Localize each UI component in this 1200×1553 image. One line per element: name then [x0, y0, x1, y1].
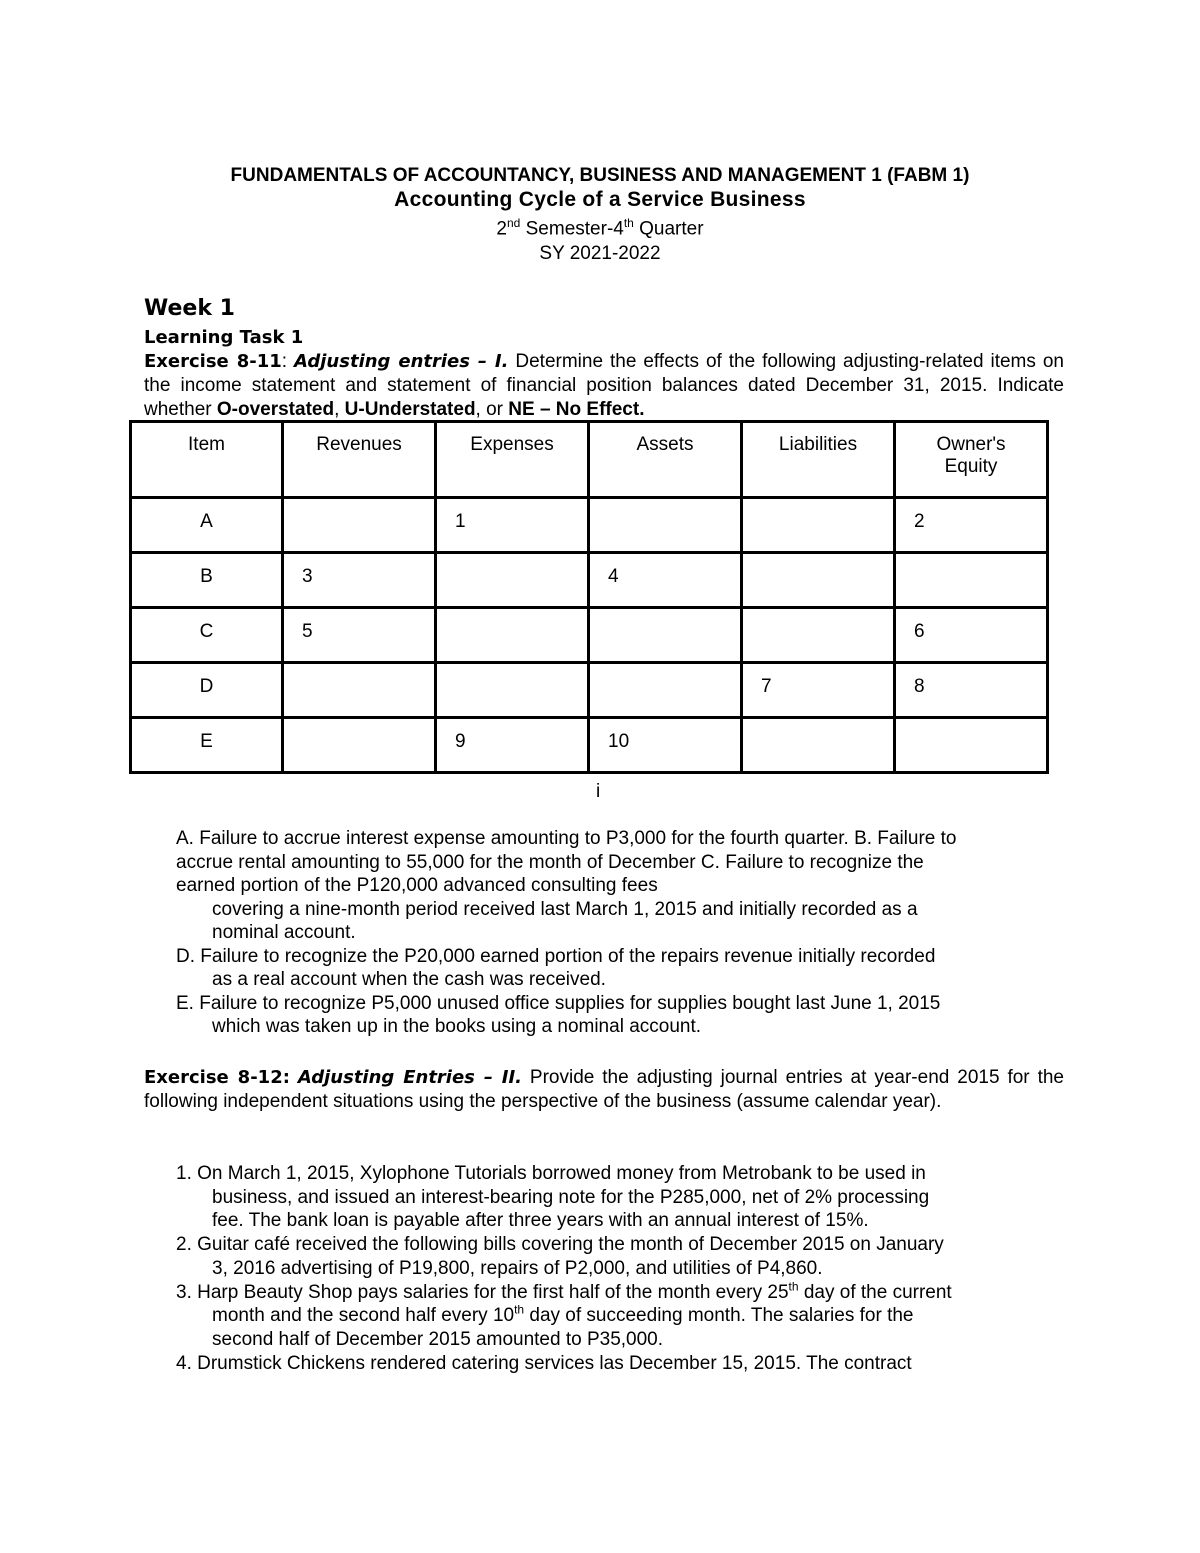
cell-expenses: 9 [436, 718, 589, 773]
exercise-8-11-items [176, 827, 1066, 1039]
list-item-3-sup-b: th [514, 1302, 525, 1317]
item-d-line-1: D. Failure to recognize the P20,000 earned portion of the repairs revenue initially recorded [176, 945, 936, 967]
table-header-row [131, 422, 1048, 498]
option-sep-2: , or [475, 399, 509, 420]
cell-liabilities [742, 498, 895, 553]
list-item-3-text-b: day of the current [798, 1281, 952, 1303]
exercise-8-12-name: Adjusting Entries – II. [297, 1067, 522, 1088]
table-row [131, 553, 1048, 608]
list-item-3-line-3: second half of December 2015 amounted to P35,000. [212, 1328, 664, 1350]
cell-item: D [131, 663, 283, 718]
cell-expenses: 1 [436, 498, 589, 553]
table-row [131, 498, 1048, 553]
cell-assets [589, 498, 742, 553]
cell-expenses [436, 608, 589, 663]
semester-suffix: Quarter [633, 218, 704, 240]
cell-revenues [283, 498, 436, 553]
list-item-3-text-a: 3. Harp Beauty Shop pays salaries for the first half of the month every 25 [176, 1281, 789, 1303]
list-item-4-line-1: 4. Drumstick Chickens rendered catering services las December 15, 2015. The contract [176, 1352, 912, 1374]
exercise-8-11-text: Determine the effects of the following adjusting-related items on the income statement and statement of financial position balances dated December 31, 2015. Indicate whether [144, 351, 1064, 420]
header-owners: Owner's [936, 434, 1006, 455]
cell-revenues [283, 663, 436, 718]
semester-sup-th: th [623, 216, 634, 230]
cell-item: E [131, 718, 283, 773]
list-item-1-line-3: fee. The bank loan is payable after three years with an annual interest of 15%. [212, 1210, 869, 1232]
cell-owners-equity: 2 [895, 498, 1048, 553]
cell-revenues: 5 [283, 608, 436, 663]
cell-owners-equity: 6 [895, 608, 1048, 663]
option-no-effect: NE – No Effect. [508, 399, 645, 420]
item-line-4: covering a nine-month period received last March 1, 2015 and initially recorded as a [212, 898, 918, 920]
cell-liabilities: 7 [742, 663, 895, 718]
cell-liabilities [742, 553, 895, 608]
exercise-8-11-colon: : [281, 351, 294, 372]
cell-revenues [283, 718, 436, 773]
list-item-3-text-c: month and the second half every 10 [212, 1305, 515, 1327]
exercise-8-12-label: Exercise 8-12: [144, 1067, 290, 1088]
exercise-8-12-list [176, 1162, 1064, 1375]
option-overstated: O-overstated [216, 399, 335, 420]
list-item-2-line-1: 2. Guitar café received the following bills covering the month of December 2015 on January [176, 1234, 944, 1256]
exercise-8-11-label: Exercise 8-11 [144, 351, 282, 372]
header-item: Item [131, 422, 283, 498]
list-item-3-sup-a: th [788, 1279, 799, 1294]
header-assets: Assets [589, 422, 742, 498]
semester-mid: Semester-4 [520, 218, 624, 240]
week-heading: Week 1 [144, 296, 235, 321]
learning-task-heading: Learning Task 1 [144, 327, 304, 348]
header-expenses: Expenses [436, 422, 589, 498]
option-understated: U-Understated [344, 399, 476, 420]
cell-owners-equity: 8 [895, 663, 1048, 718]
list-item-3-text-d: day of succeeding month. The salaries for the [524, 1305, 914, 1327]
course-title: FUNDAMENTALS OF ACCOUNTANCY, BUSINESS AND MANAGEMENT 1 (FABM 1) [230, 165, 970, 186]
exercise-8-12-instructions [144, 1066, 1064, 1114]
list-item-2-line-2: 3, 2016 advertising of P19,800, repairs of P2,000, and utilities of P4,860. [212, 1257, 823, 1279]
semester-prefix: 2 [496, 218, 507, 240]
cell-assets: 10 [589, 718, 742, 773]
header-liabilities: Liabilities [742, 422, 895, 498]
header-equity: Equity [944, 456, 998, 477]
option-sep-1: , [334, 399, 345, 420]
cell-liabilities [742, 608, 895, 663]
school-year: SY 2021-2022 [539, 243, 661, 264]
cell-owners-equity [895, 718, 1048, 773]
cell-expenses [436, 663, 589, 718]
list-item-1-line-1: 1. On March 1, 2015, Xylophone Tutorials borrowed money from Metrobank to be used in [176, 1163, 926, 1184]
table-row [131, 663, 1048, 718]
document-title: Accounting Cycle of a Service Business [394, 188, 806, 211]
semester-sup-nd: nd [507, 216, 521, 230]
item-e-line-2: which was taken up in the books using a nominal account. [212, 1016, 702, 1037]
list-item-1-line-2: business, and issued an interest-bearing note for the P285,000, net of 2% processing [212, 1186, 930, 1208]
exercise-8-12-text: Provide the adjusting journal entries at year-end 2015 for the following independent situations using the perspective of the business (assume calendar year). [144, 1067, 1064, 1112]
item-d-line-2: as a real account when the cash was received. [212, 969, 606, 990]
effects-table [129, 420, 1049, 774]
cell-owners-equity [895, 553, 1048, 608]
table-row [131, 718, 1048, 773]
cell-assets: 4 [589, 553, 742, 608]
list-item-3-line-2 [176, 1304, 1064, 1328]
cell-assets [589, 608, 742, 663]
item-line-3: earned portion of the P120,000 advanced consulting fees [176, 875, 658, 896]
header-owners-equity [895, 422, 1048, 498]
cell-liabilities [742, 718, 895, 773]
item-line-1: A. Failure to accrue interest expense amounting to P3,000 for the fourth quarter. B. Failure to [176, 828, 957, 849]
stray-character: i [596, 781, 601, 802]
list-item-3-line-1 [176, 1281, 1064, 1305]
exercise-8-11-instructions [144, 350, 1064, 422]
item-line-2: accrue rental amounting to 55,000 for the month of December C. Failure to recognize the [176, 851, 924, 873]
exercise-8-11-name: Adjusting entries – I. [294, 351, 509, 372]
item-e-line-1: E. Failure to recognize P5,000 unused office supplies for supplies bought last June 1, 2015 [176, 992, 941, 1014]
cell-item: A [131, 498, 283, 553]
header-revenues: Revenues [283, 422, 436, 498]
cell-assets [589, 663, 742, 718]
cell-item: B [131, 553, 283, 608]
cell-item: C [131, 608, 283, 663]
cell-revenues: 3 [283, 553, 436, 608]
semester-line [0, 216, 1200, 240]
item-line-5: nominal account. [212, 922, 356, 943]
table-row [131, 608, 1048, 663]
cell-expenses [436, 553, 589, 608]
